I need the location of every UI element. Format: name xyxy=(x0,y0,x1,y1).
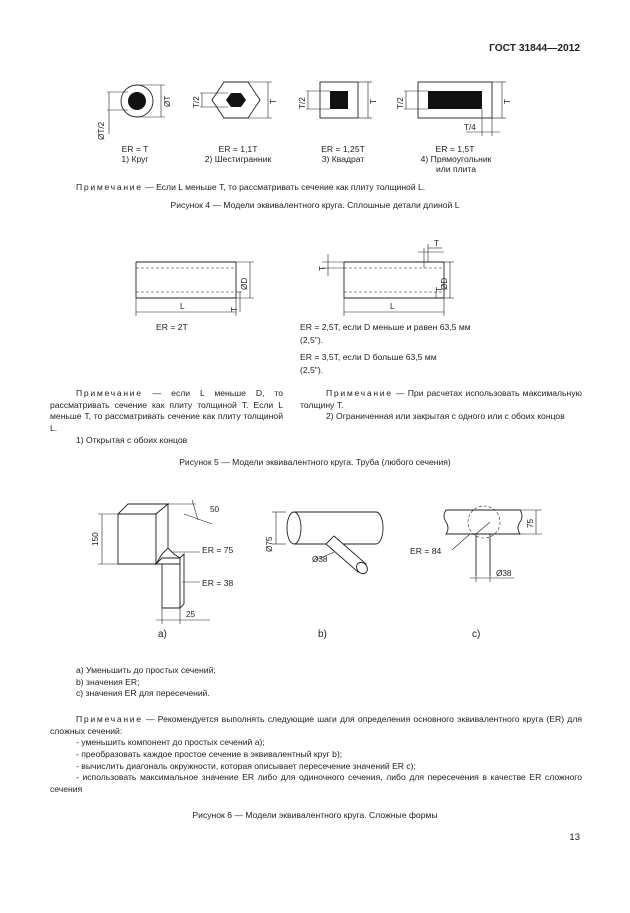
fig5-er-right-1b: (2,5"). xyxy=(300,335,324,345)
fig6-title: Рисунок 6 — Модели эквивалентного круга. Сложные формы xyxy=(192,810,438,820)
fig4-er-circle: ER = T xyxy=(121,144,149,154)
fig6-c-drawing xyxy=(410,500,550,590)
fig5-note-right xyxy=(300,388,582,423)
fig6-a-er38: ER = 38 xyxy=(202,578,234,588)
fig4-sq-dim-t2: T/2 xyxy=(298,97,307,109)
fig5-er-right-2b: (2,5"). xyxy=(300,365,324,375)
fig4-note-text: — Если L меньше T, то рассматривать сечение как плиту толщиной L. xyxy=(142,182,426,192)
fig6-note-step: - использовать максимальное значение ER либо для одиночного сечения, либо для пересечения в качестве ER сложного сечения xyxy=(50,772,582,795)
fig5-note-right-text: — При расчетах использовать максимальную толщину T. xyxy=(300,388,582,410)
fig6-list-item: b) значения ER; xyxy=(76,676,140,687)
fig6-a-dim-50: 50 xyxy=(210,505,220,514)
fig4-er-rectangle: ER = 1,5T xyxy=(435,144,475,154)
fig5-right-dim-d: ØD xyxy=(440,277,449,290)
fig4-er-hexagon: ER = 1,1T xyxy=(218,144,258,154)
fig6-note xyxy=(50,714,582,796)
fig4-circle-drawing xyxy=(95,74,175,144)
fig6-c-dim-75: 75 xyxy=(526,518,535,528)
fig4-hex-dim-t: T xyxy=(269,98,278,104)
fig4-hex-dim-t2: T/2 xyxy=(192,96,201,108)
fig6-b-drawing xyxy=(264,500,394,590)
fig5-left-dim-d: ØD xyxy=(240,277,249,290)
fig5-right-dim-l: L xyxy=(390,302,395,311)
fig5-er-right-1: ER = 2,5T, если D меньше и равен 63,5 мм xyxy=(300,322,471,332)
fig6-a-dim-25: 25 xyxy=(186,610,196,619)
fig6-note-step: - уменьшить компонент до простых сечений a); xyxy=(76,737,265,748)
fig4-rect-dim-t: T xyxy=(503,98,512,104)
fig4-caption-square: 3) Квадрат xyxy=(321,154,365,164)
fig6-note-label: Примечание xyxy=(76,714,143,724)
fig4-rect-dim-t4: T/4 xyxy=(464,123,476,132)
fig6-c-dim-d38: Ø38 xyxy=(496,569,512,578)
fig6-note-step: - вычислить диагональ окружности, которая описывает пересечение значений ER c); xyxy=(76,760,416,771)
fig6-c-label: c) xyxy=(472,629,481,640)
fig5-note-left-text: — если L меньше D, то рассматривать сечение как плиту толщиной T. Если L меньше T, то рассматривать сечение как плиту толщиной L. xyxy=(50,388,283,434)
fig5-title: Рисунок 5 — Модели эквивалентного круга. Труба (любого сечения) xyxy=(179,457,451,467)
fig4-dim-dt2: ØT/2 xyxy=(97,121,106,140)
fig6-list-item: a) Уменьшить до простых сечений; xyxy=(76,665,216,675)
fig4-rectangle-drawing xyxy=(396,80,516,142)
fig6-a-er75: ER = 75 xyxy=(202,545,234,555)
fig4-caption-rectangle: 4) Прямоугольник xyxy=(420,154,492,164)
fig4-note xyxy=(76,182,596,194)
fig5-right-dim-t-right: T xyxy=(435,286,444,292)
fig5-left-dim-t: T xyxy=(230,306,239,312)
fig5-left-dim-l: L xyxy=(180,302,185,311)
fig4-caption-circle: 1) Круг xyxy=(121,154,149,164)
fig6-b-dim-d75: Ø75 xyxy=(265,536,274,552)
fig4-caption-hexagon: 2) Шестигранник xyxy=(204,154,272,164)
fig4-sq-dim-t: T xyxy=(369,98,378,104)
fig5-right-dim-t-left: T xyxy=(318,265,327,271)
fig6-c-er84: ER = 84 xyxy=(410,546,442,556)
fig4-hexagon-drawing xyxy=(192,76,282,136)
fig4-dim-dt: ØT xyxy=(163,95,172,107)
fig4-title: Рисунок 4 — Модели эквивалентного круга. Сплошные детали длиной L xyxy=(170,200,460,210)
fig6-list-item: c) значения ER для пересечений. xyxy=(76,688,210,699)
page-number: 13 xyxy=(569,832,580,843)
fig6-a-label: a) xyxy=(158,629,167,640)
standard-number: ГОСТ 31844—2012 xyxy=(489,43,580,54)
fig5-note-right-item: 2) Ограниченная или закрытая с одного или с обоих концов xyxy=(326,411,565,422)
fig6-a-drawing xyxy=(84,500,244,630)
fig5-tube-left-drawing xyxy=(128,254,258,324)
fig6-list xyxy=(76,665,576,700)
fig4-note-label: Примечание xyxy=(76,182,143,192)
fig4-rect-dim-t2: T/2 xyxy=(396,97,405,109)
fig5-note-left-item: 1) Открытая с обоих концов xyxy=(76,434,188,445)
fig5-right-dim-t-top: T xyxy=(434,239,440,248)
fig5-note-right-label: Примечание xyxy=(326,388,393,398)
fig4-caption-rectangle-2: или плита xyxy=(435,164,477,174)
fig6-note-text: — Рекомендуется выполнять следующие шаги для определения основного эквивалентного круга (ER) для сложных сечений: xyxy=(50,714,582,736)
fig6-note-step: - преобразовать каждое простое сечение в эквивалентный круг b); xyxy=(76,749,343,760)
fig5-er-right-2: ER = 3,5T, если D больше 63,5 мм xyxy=(300,352,437,362)
fig6-b-label: b) xyxy=(318,629,327,640)
fig6-b-dim-d38: Ø38 xyxy=(312,555,328,564)
fig5-er-left: ER = 2T xyxy=(156,322,188,332)
fig5-note-left xyxy=(50,388,283,446)
fig6-a-dim-150: 150 xyxy=(91,532,100,546)
fig5-tube-right-drawing xyxy=(318,240,458,320)
fig5-note-left-label: Примечание xyxy=(76,388,143,398)
fig4-square-drawing xyxy=(298,80,388,130)
fig4-er-square: ER = 1,25T xyxy=(321,144,365,154)
